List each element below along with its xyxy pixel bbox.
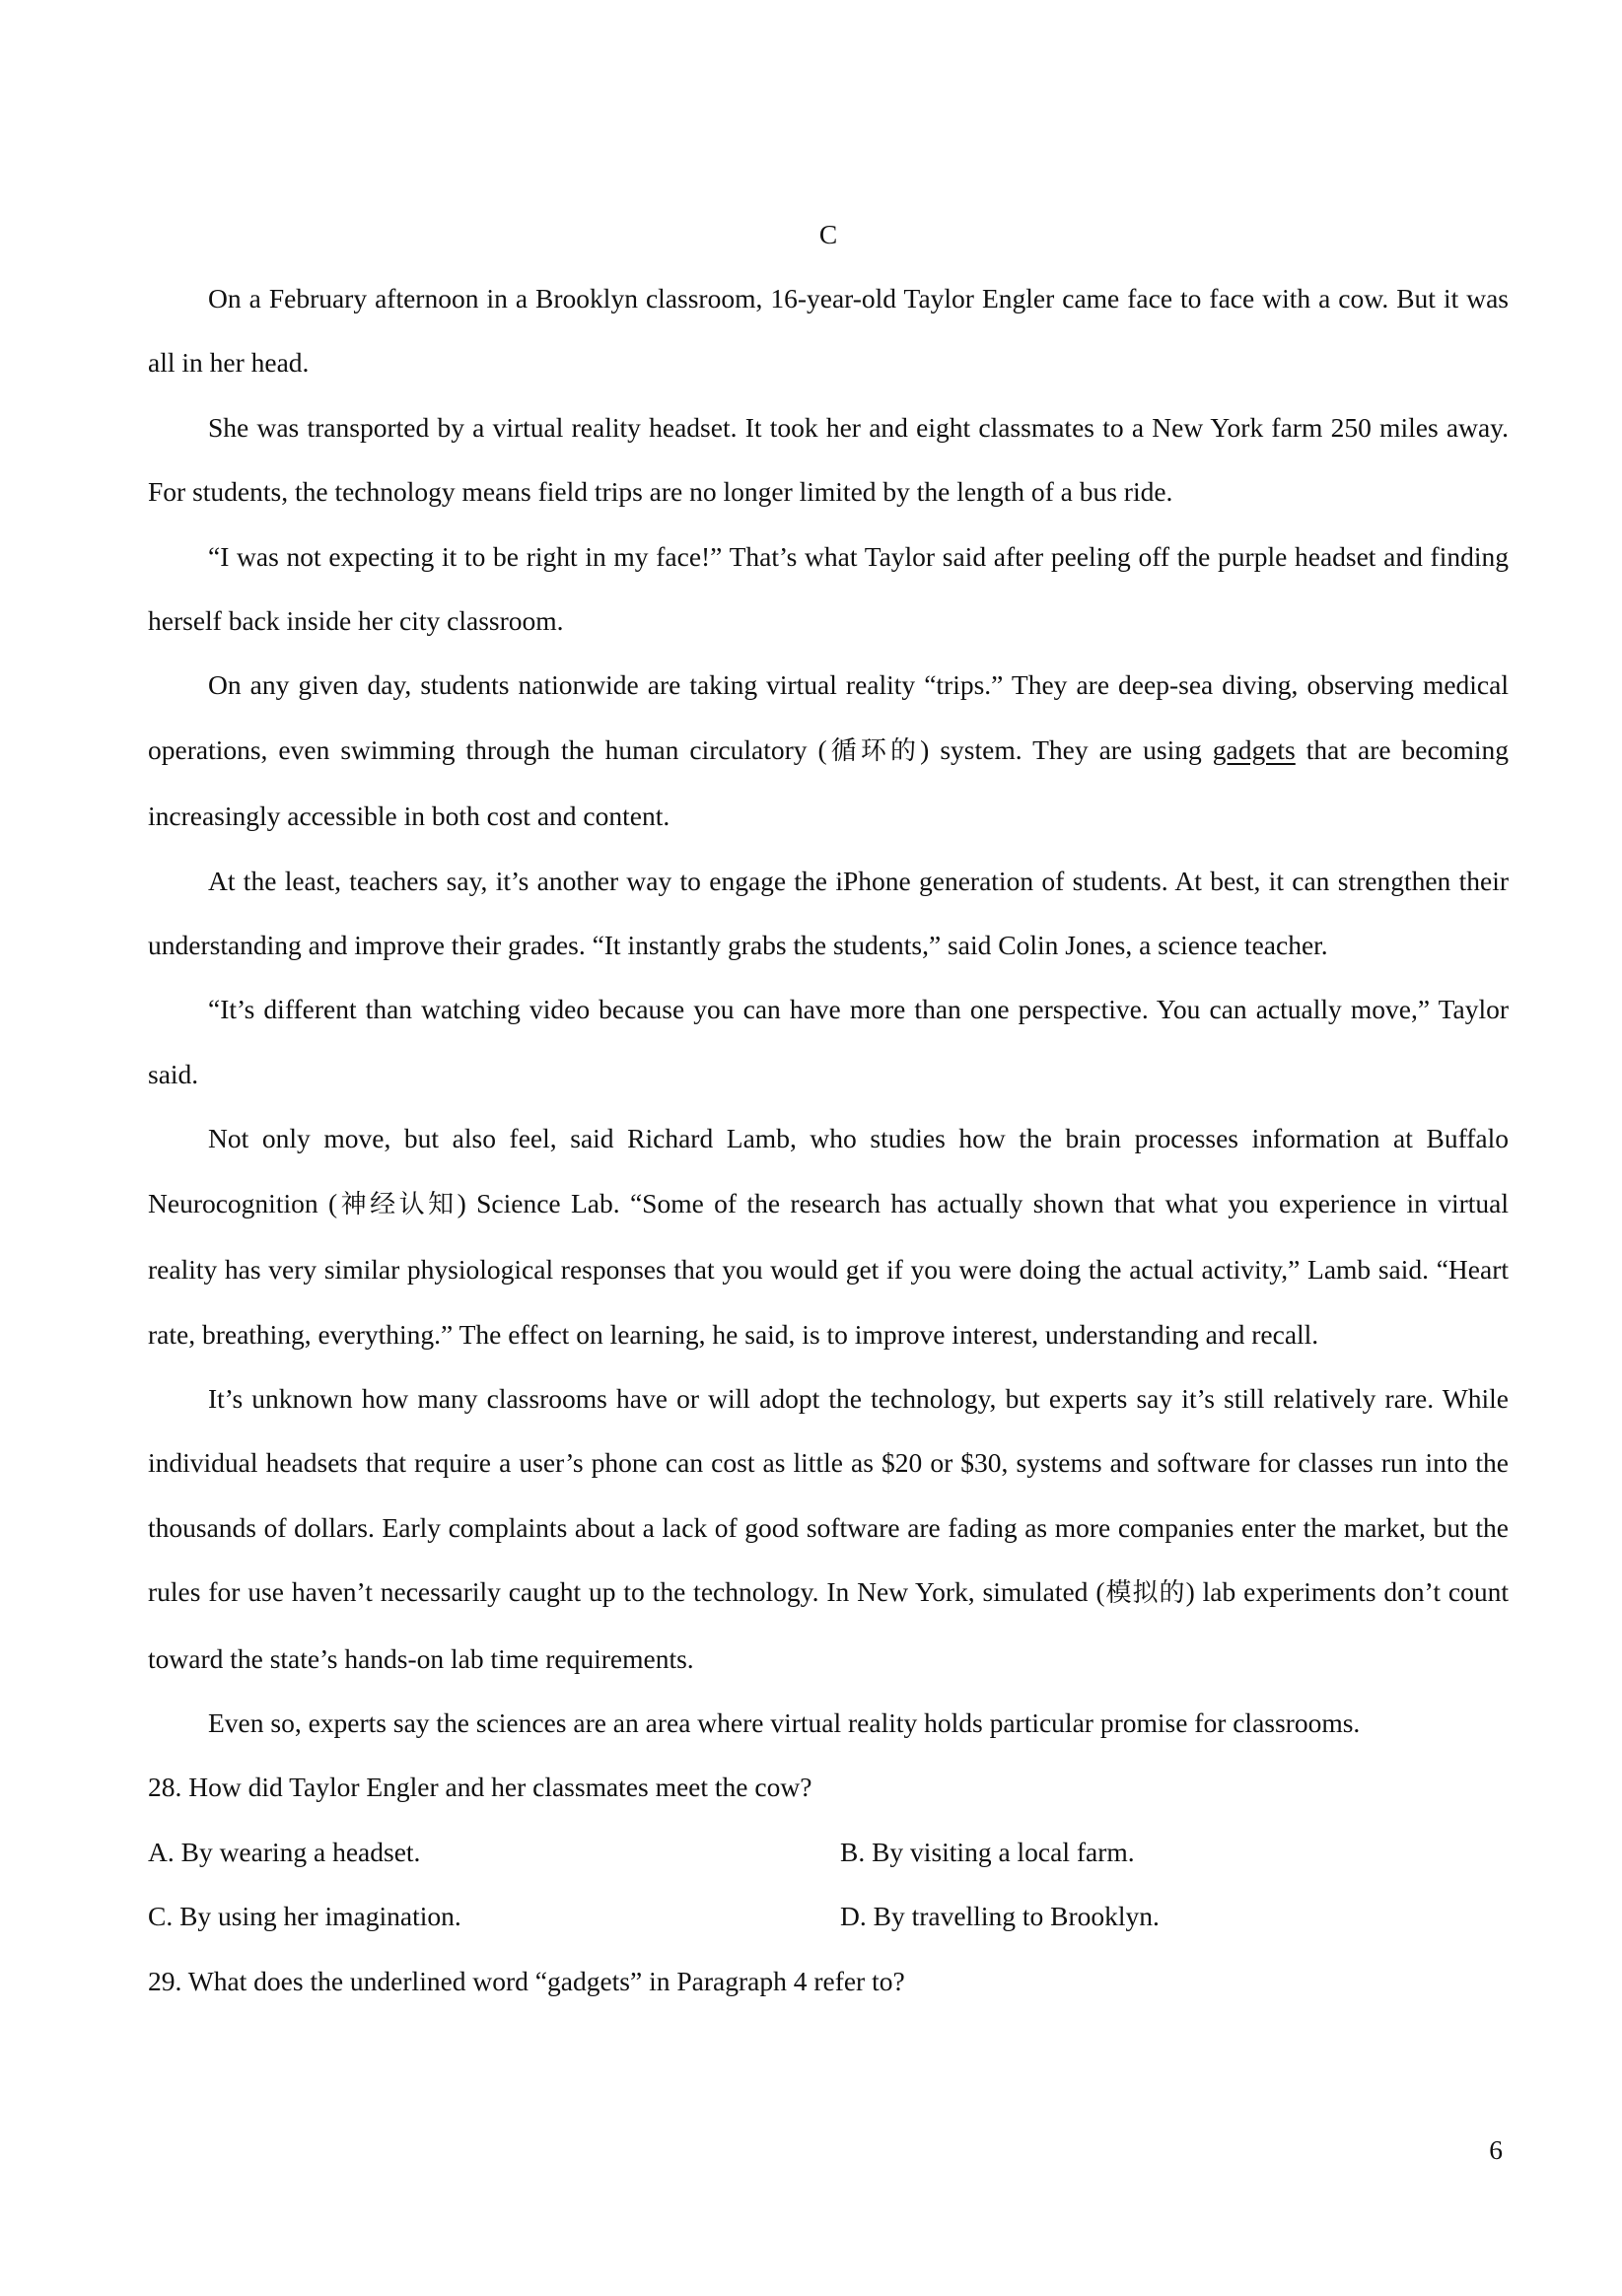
chinese-gloss-simulated: 模拟的 — [1104, 1578, 1186, 1609]
option-d: D. By travelling to Brooklyn. — [840, 1901, 1160, 1932]
paragraph-7 — [148, 1106, 1509, 1366]
paragraph-8 — [148, 1366, 1509, 1691]
chinese-gloss-circulatory: 循环的 — [826, 735, 921, 766]
paragraph-4-text-middle: ) system. They are using — [920, 733, 1213, 765]
paragraph-3: “I was not expecting it to be right in my face!” That’s what Taylor said after peeling off the purple headset and finding herself back inside her city classroom. — [148, 540, 1509, 637]
option-a: A. By wearing a headset. — [148, 1836, 421, 1867]
page-number: 6 — [1489, 2134, 1503, 2165]
question-28-stem: 28. How did Taylor Engler and her classmates meet the cow? — [148, 1772, 812, 1803]
chinese-gloss-neurocognition: 神经认知 — [337, 1189, 458, 1219]
paragraph-9: Even so, experts say the sciences are an area where virtual reality holds particular promise for classrooms. — [208, 1706, 1361, 1738]
paragraph-7-text-end: ) Science Lab. “Some of the research has actually shown that what you experience in virtual reality has very similar physiological responses that you would get if you were doing the actual activity,” Lamb said. “Heart rate, breathing, everything.” The effect on learning, he said, is to improve interest, understanding and recall. — [148, 1187, 1509, 1350]
question-28-options — [148, 1820, 1509, 1949]
option-b: B. By visiting a local farm. — [840, 1836, 1135, 1867]
paragraph-8-text-start: It’s unknown how many classrooms have or will adopt the technology, but experts say it’s still relatively rare. While individual headsets that require a user’s phone can cost as little as $20 or $30, systems and software for classes run into the thousands of dollars. Early complaints about a lack of good software are fading as more companies enter the market, but the rules for use haven’t necessarily caught up to the technology. In New York, simulated ( — [148, 1382, 1509, 1608]
paragraph-1: On a February afternoon in a Brooklyn classroom, 16-year-old Taylor Engler came face to face with a cow. But it was all in her head. — [148, 283, 1509, 379]
option-c: C. By using her imagination. — [148, 1901, 461, 1932]
paragraph-8-text-end: ) lab experiments don’t count toward the state’s hands-on lab time requirements. — [148, 1576, 1509, 1674]
paragraph-2: She was transported by a virtual reality headset. It took her and eight classmates to a New York farm 250 miles away. For students, the technology means field trips are no longer limited by the length of a bus ride. — [148, 411, 1509, 508]
question-29-stem: 29. What does the underlined word “gadgets” in Paragraph 4 refer to? — [148, 1965, 905, 1996]
document-page — [148, 202, 1509, 2013]
paragraph-4-text-start: On any given day, students nationwide are taking virtual reality “trips.” They are deep-sea diving, observing medical operations, even swimming through the human circulatory ( — [148, 669, 1509, 765]
underlined-word-gadgets: gadgets — [1212, 733, 1296, 765]
paragraph-7-text-start: Not only move, but also feel, said Richard Lamb, who studies how the brain processes information at Buffalo Neurocognition ( — [148, 1123, 1509, 1218]
paragraph-4-text-end: that are becoming increasingly accessible in both cost and content. — [148, 733, 1509, 832]
paragraph-6: “It’s different than watching video because you can have more than one perspective. You can actually move,” Taylor said. — [148, 994, 1509, 1089]
paragraph-5: At the least, teachers say, it’s another way to engage the iPhone generation of students. At best, it can strengthen their understanding and improve their grades. “It instantly grabs the students,” said Colin Jones, a science teacher. — [148, 865, 1509, 961]
section-heading: C — [818, 219, 838, 249]
paragraph-4 — [148, 653, 1509, 848]
